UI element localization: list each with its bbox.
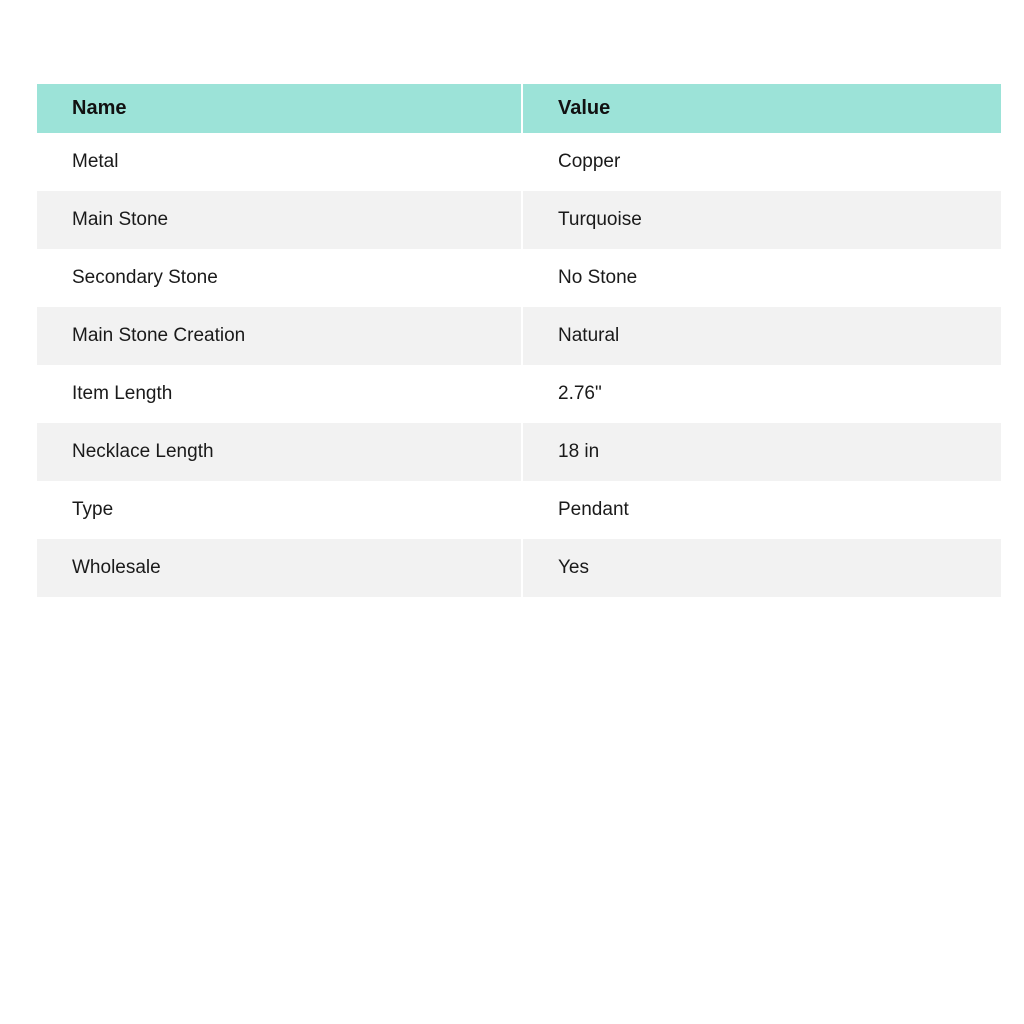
- product-attributes-table: [37, 84, 1001, 597]
- attribute-name-cell: Main Stone Creation: [37, 307, 523, 365]
- attribute-value-cell: Pendant: [523, 481, 1001, 539]
- attribute-name-cell: Main Stone: [37, 191, 523, 249]
- attribute-name-cell: Necklace Length: [37, 423, 523, 481]
- column-header-value: Value: [523, 84, 1001, 133]
- attribute-value-cell: Natural: [523, 307, 1001, 365]
- attribute-value-cell: No Stone: [523, 249, 1001, 307]
- attribute-name-cell: Secondary Stone: [37, 249, 523, 307]
- header-row: [37, 84, 1001, 133]
- attribute-name-cell: Metal: [37, 133, 523, 191]
- table-row: [37, 539, 1001, 597]
- table-body: [37, 133, 1001, 597]
- table-row: [37, 249, 1001, 307]
- table-row: [37, 307, 1001, 365]
- table-row: [37, 423, 1001, 481]
- attribute-name-cell: Type: [37, 481, 523, 539]
- attribute-name-cell: Wholesale: [37, 539, 523, 597]
- table-row: [37, 481, 1001, 539]
- attribute-value-cell: 18 in: [523, 423, 1001, 481]
- column-header-name: Name: [37, 84, 523, 133]
- attribute-value-cell: Yes: [523, 539, 1001, 597]
- attribute-value-cell: Turquoise: [523, 191, 1001, 249]
- table-row: [37, 191, 1001, 249]
- attribute-name-cell: Item Length: [37, 365, 523, 423]
- attribute-value-cell: Copper: [523, 133, 1001, 191]
- attribute-value-cell: 2.76": [523, 365, 1001, 423]
- table-row: [37, 133, 1001, 191]
- table-row: [37, 365, 1001, 423]
